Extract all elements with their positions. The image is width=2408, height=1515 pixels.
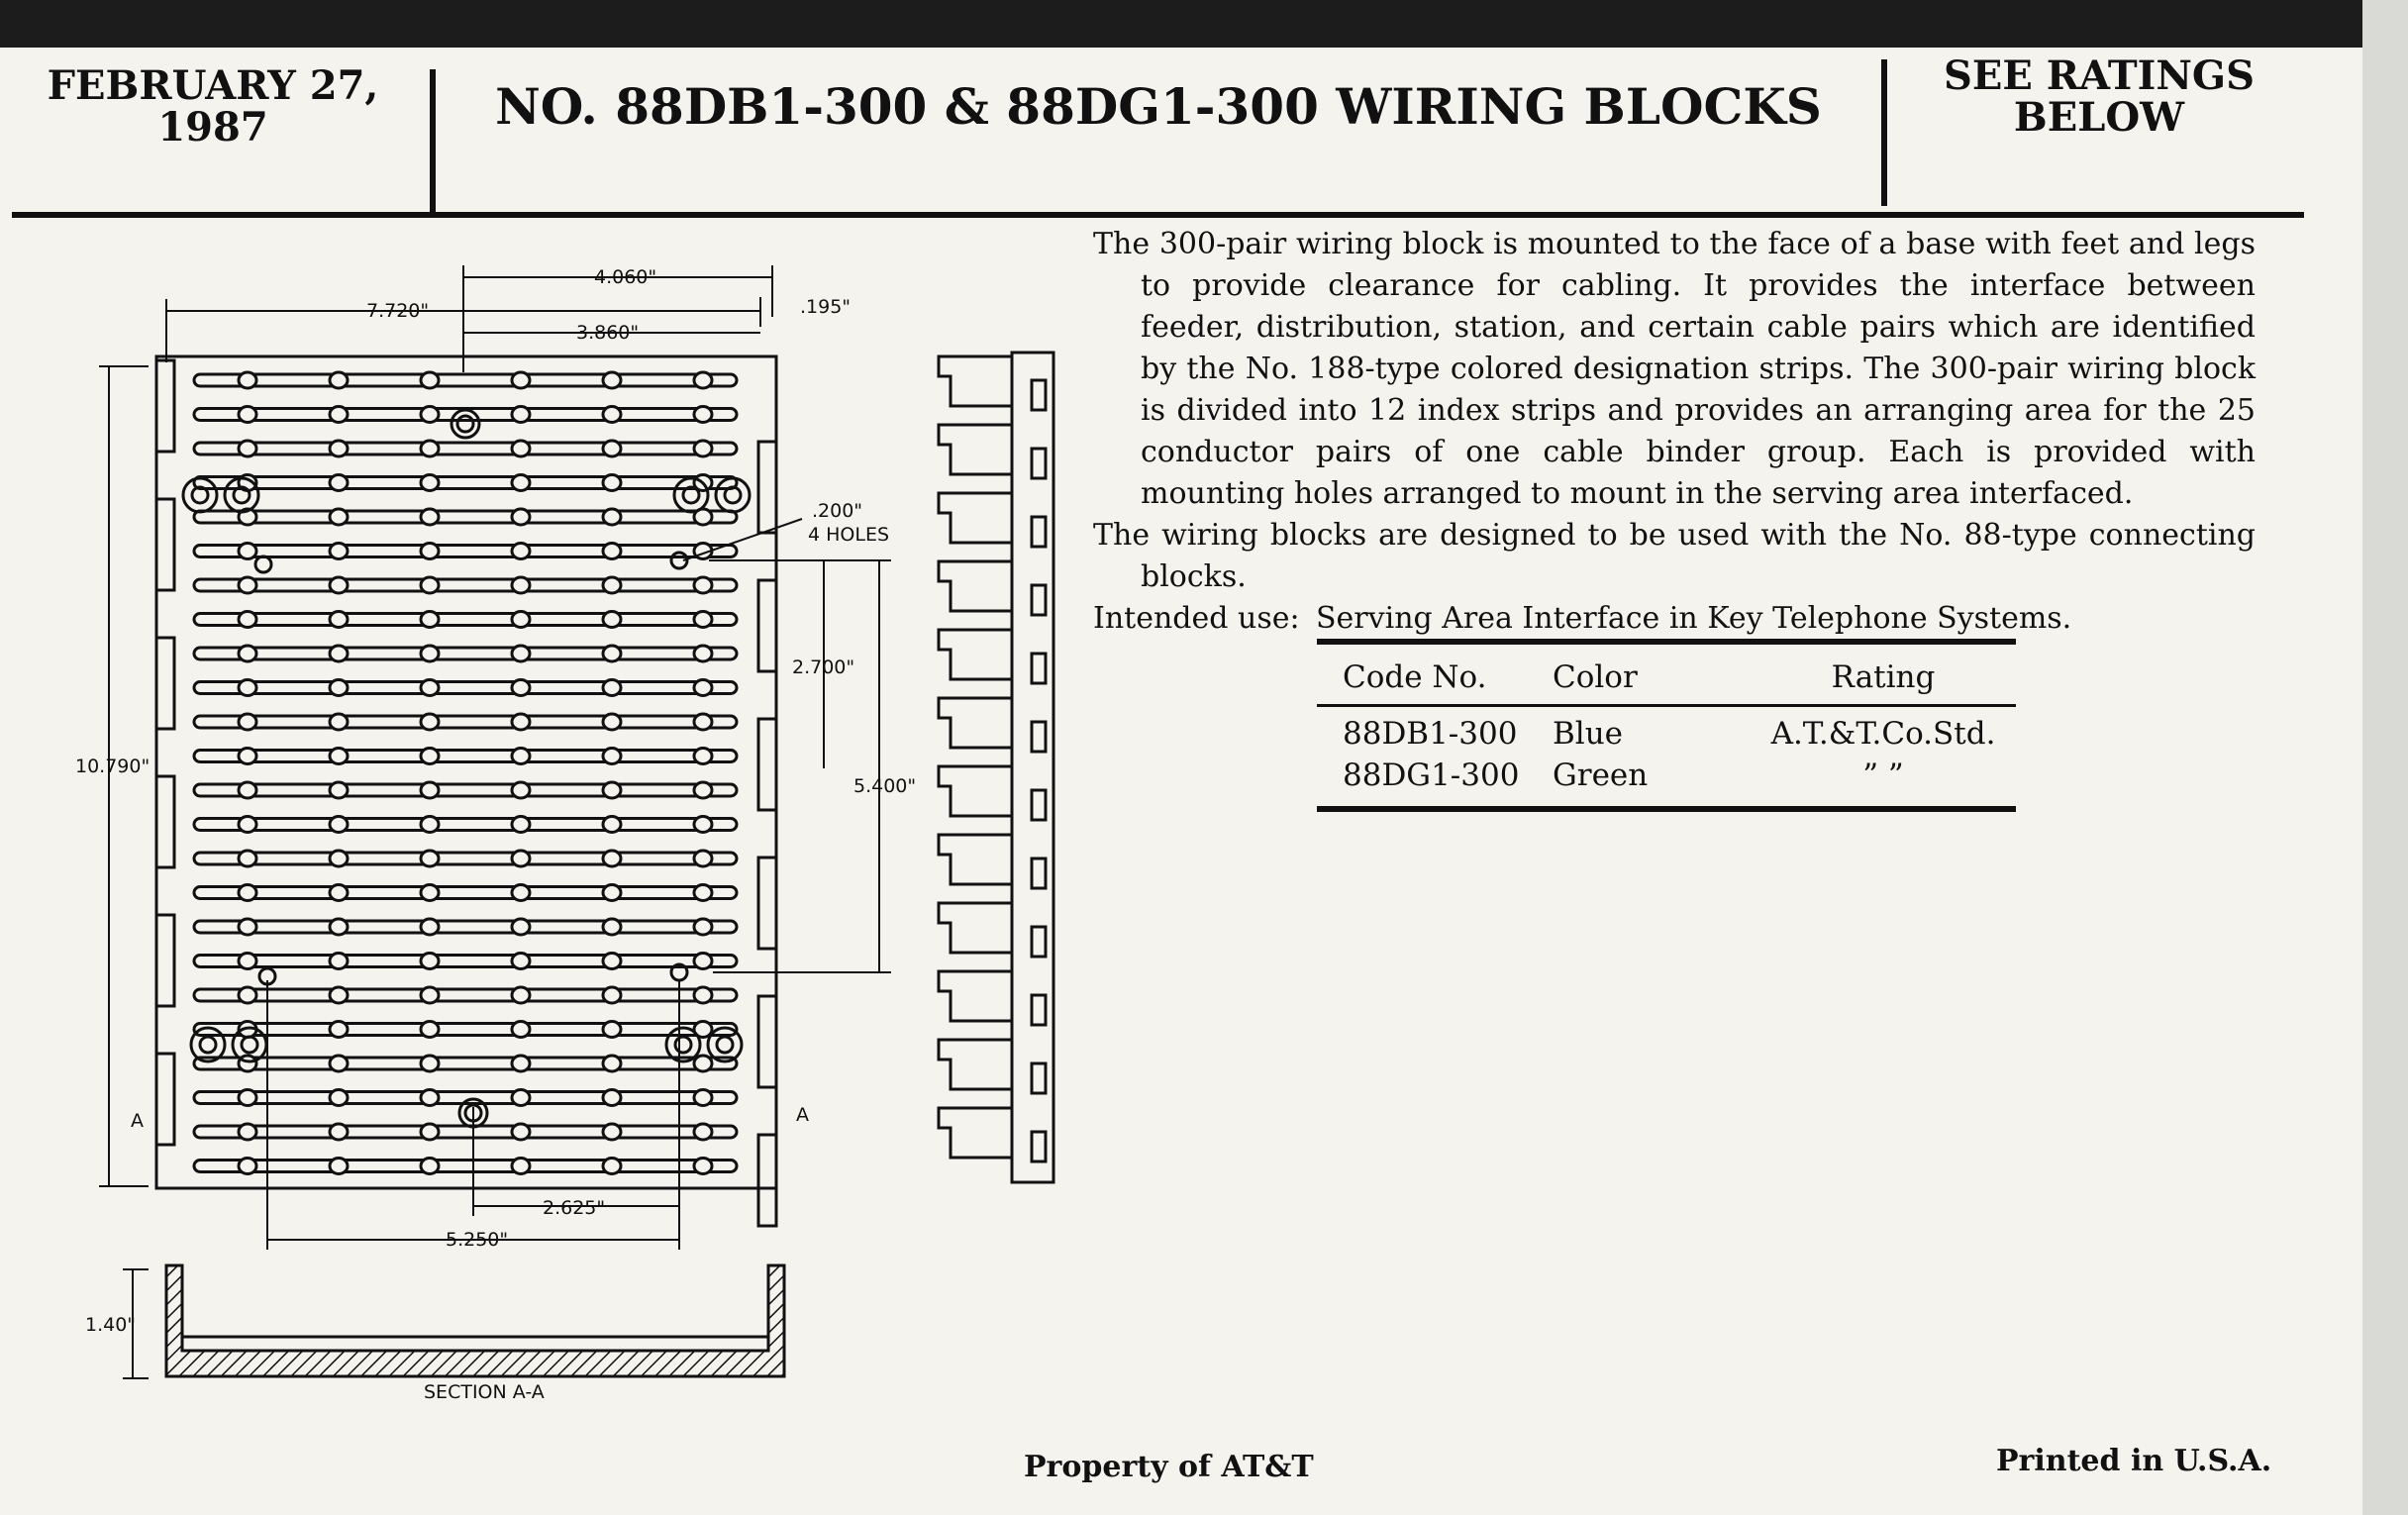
side-tooth	[939, 766, 1012, 816]
terminal-post	[694, 441, 712, 456]
terminal-post	[421, 919, 439, 935]
center-hole-inner	[457, 416, 473, 432]
terminal-post	[330, 577, 348, 593]
terminal-post	[239, 851, 256, 866]
terminal-post	[512, 680, 530, 696]
conductor-rail	[194, 956, 737, 967]
terminal-post	[694, 1056, 712, 1071]
header-rating: Rating	[1831, 659, 1936, 695]
header-color: Color	[1553, 659, 1638, 695]
side-tooth	[939, 630, 1012, 679]
terminal-post	[512, 509, 530, 525]
table-bottom-rule	[1317, 806, 2016, 812]
conductor-rail	[194, 614, 737, 626]
row-rating: A.T.&T.Co.Std.	[1770, 716, 1996, 752]
terminal-post	[421, 987, 439, 1003]
terminal-post	[330, 714, 348, 730]
terminal-post	[512, 714, 530, 730]
terminal-post	[330, 1022, 348, 1038]
terminal-post	[421, 714, 439, 730]
ratings-table	[1317, 639, 2016, 812]
terminal-post	[694, 372, 712, 388]
terminal-post	[694, 885, 712, 901]
terminal-post	[694, 1159, 712, 1174]
side-notch	[1032, 790, 1046, 820]
terminal-post	[512, 1159, 530, 1174]
side-tooth	[939, 561, 1012, 611]
terminal-post	[694, 407, 712, 423]
intended-use	[1093, 598, 2256, 640]
terminal-post	[421, 1159, 439, 1174]
conductor-rail	[194, 853, 737, 864]
terminal-post	[421, 475, 439, 491]
terminal-post	[239, 885, 256, 901]
terminal-post	[512, 1056, 530, 1071]
terminal-post	[603, 1022, 621, 1038]
side-notch	[1032, 517, 1046, 547]
terminal-post	[239, 749, 256, 764]
side-notch	[1032, 449, 1046, 478]
table-row	[1317, 755, 2016, 796]
mounting-hole-inner	[675, 1037, 691, 1053]
dim-3860: 3.860"	[576, 322, 640, 344]
side-tooth	[939, 903, 1012, 953]
terminal-post	[330, 612, 348, 628]
row-code: 88DB1-300	[1343, 716, 1518, 752]
terminal-post	[603, 782, 621, 798]
conductor-rail	[194, 477, 737, 489]
dim-4060: 4.060"	[594, 266, 657, 288]
terminal-post	[330, 817, 348, 833]
terminal-post	[603, 407, 621, 423]
terminal-post	[603, 680, 621, 696]
dim-7720: 7.720"	[366, 300, 430, 322]
terminal-post	[421, 509, 439, 525]
terminal-post	[421, 577, 439, 593]
terminal-post	[603, 1090, 621, 1106]
terminal-post	[239, 544, 256, 559]
terminal-post	[512, 407, 530, 423]
terminal-post	[330, 544, 348, 559]
terminal-post	[330, 407, 348, 423]
side-tab	[758, 858, 776, 949]
side-tab	[156, 638, 174, 729]
terminal-post	[421, 1090, 439, 1106]
side-view	[939, 353, 1054, 1182]
terminal-post	[421, 885, 439, 901]
side-tab	[156, 776, 174, 867]
side-tab	[156, 499, 174, 590]
terminal-post	[239, 1124, 256, 1140]
terminal-post	[512, 954, 530, 969]
terminal-post	[239, 1159, 256, 1174]
small-hole	[255, 556, 271, 572]
conductor-rail	[194, 682, 737, 694]
terminal-post	[421, 544, 439, 559]
terminal-post	[239, 954, 256, 969]
terminal-post	[512, 817, 530, 833]
side-tooth	[939, 1108, 1012, 1158]
side-notch	[1032, 722, 1046, 752]
terminal-post	[603, 612, 621, 628]
terminal-post	[512, 612, 530, 628]
dim-5250: 5.250"	[446, 1229, 509, 1251]
terminal-post	[239, 612, 256, 628]
section-marker-left: A	[131, 1110, 144, 1132]
conductor-rail	[194, 374, 737, 386]
terminal-post	[330, 919, 348, 935]
conductor-rail	[194, 511, 737, 523]
mounting-hole	[716, 478, 750, 512]
terminal-post	[512, 646, 530, 661]
side-notch	[1032, 585, 1046, 615]
terminal-post	[421, 372, 439, 388]
terminal-post	[603, 987, 621, 1003]
conductor-rail	[194, 546, 737, 557]
terminal-post	[603, 475, 621, 491]
terminal-post	[330, 954, 348, 969]
terminal-post	[239, 1090, 256, 1106]
terminal-post	[239, 714, 256, 730]
side-tooth	[939, 698, 1012, 748]
terminal-post	[694, 919, 712, 935]
terminal-post	[239, 372, 256, 388]
description-paragraph-1: The 300-pair wiring block is mounted to the face of a base with feet and legs to provide clearance for cabling. It provides the interface between feeder, distribution, station, and certain cable pairs which are identified by the No. 188-type colored designation strips. The 300-pair wiring block is divided into 12 index strips and provides an arranging area for the 25 conductor pairs of one cable binder group. Each is provided with mounting holes arranged to mount in the serving area interfaced.	[1093, 227, 2256, 511]
conductor-rail	[194, 1126, 737, 1138]
terminal-post	[694, 680, 712, 696]
side-notch	[1032, 654, 1046, 683]
dim-2625: 2.625"	[543, 1197, 606, 1219]
conductor-rail	[194, 716, 737, 728]
conductor-rail	[194, 579, 737, 591]
conductor-rail	[194, 1161, 737, 1172]
footer-property: Property of AT&T	[1024, 1450, 1314, 1484]
terminal-post	[239, 817, 256, 833]
terminal-post	[239, 987, 256, 1003]
side-notch	[1032, 995, 1046, 1025]
side-tooth	[939, 425, 1012, 474]
terminal-post	[512, 372, 530, 388]
section-marker-right: A	[796, 1104, 809, 1126]
terminal-post	[512, 919, 530, 935]
terminal-post	[603, 714, 621, 730]
terminal-post	[239, 646, 256, 661]
table-header-rule	[1317, 704, 2016, 707]
terminal-post	[603, 1124, 621, 1140]
terminal-post	[603, 954, 621, 969]
terminal-post	[603, 885, 621, 901]
terminal-post	[512, 987, 530, 1003]
conductor-rail	[194, 751, 737, 762]
terminal-post	[421, 782, 439, 798]
terminal-post	[512, 1022, 530, 1038]
terminal-post	[330, 372, 348, 388]
terminal-post	[603, 1056, 621, 1071]
scanner-edge	[2362, 0, 2408, 1515]
side-tab	[156, 1054, 174, 1145]
side-tab	[758, 442, 776, 533]
side-notch	[1032, 858, 1046, 888]
side-tab	[758, 996, 776, 1087]
conductor-rail	[194, 1058, 737, 1069]
header-title: NO. 88DB1-300 & 88DG1-300 WIRING BLOCKS	[495, 77, 1822, 136]
mounting-hole-inner	[242, 1037, 257, 1053]
side-tooth	[939, 835, 1012, 884]
terminal-post	[603, 372, 621, 388]
dim-5400: 5.400"	[853, 775, 917, 797]
terminal-post	[330, 1056, 348, 1071]
intended-use-label: Intended use:	[1093, 601, 1300, 636]
footer-printed: Printed in U.S.A.	[1996, 1444, 2272, 1478]
intended-use-value: Serving Area Interface in Key Telephone Systems.	[1316, 601, 2072, 636]
terminal-post	[603, 919, 621, 935]
terminal-post	[603, 1159, 621, 1174]
terminal-post	[421, 612, 439, 628]
conductor-rail	[194, 784, 737, 796]
terminal-post	[603, 749, 621, 764]
row-color: Green	[1553, 758, 1649, 793]
terminal-post	[330, 1159, 348, 1174]
terminal-post	[330, 441, 348, 456]
row-code: 88DG1-300	[1343, 758, 1520, 793]
terminal-post	[603, 441, 621, 456]
table-row	[1317, 713, 2016, 755]
conductor-rail	[194, 887, 737, 899]
terminal-post	[603, 509, 621, 525]
terminal-post	[330, 509, 348, 525]
center-hole	[452, 410, 479, 438]
terminal-post	[239, 407, 256, 423]
side-tab	[156, 915, 174, 1006]
terminal-post	[421, 954, 439, 969]
terminal-post	[694, 1090, 712, 1106]
dim-holes: 4 HOLES	[808, 524, 890, 546]
terminal-post	[694, 646, 712, 661]
terminal-post	[330, 1124, 348, 1140]
terminal-post	[512, 1124, 530, 1140]
header-code-no: Code No.	[1343, 659, 1487, 695]
mounting-hole	[674, 478, 708, 512]
dim-140: 1.40"	[85, 1314, 137, 1336]
side-notch	[1032, 927, 1046, 957]
section-label: SECTION A-A	[424, 1381, 545, 1403]
dimension-lines	[99, 265, 891, 1378]
terminal-post	[694, 612, 712, 628]
conductor-rail	[194, 989, 737, 1001]
side-tab	[758, 1135, 776, 1226]
row-rating: ” ”	[1862, 758, 1904, 793]
section-view	[166, 1265, 784, 1376]
dim-10790: 10.790"	[75, 756, 150, 777]
terminal-post	[330, 885, 348, 901]
terminal-post	[421, 1056, 439, 1071]
plan-view	[156, 356, 776, 1226]
terminal-post	[421, 851, 439, 866]
terminal-post	[694, 987, 712, 1003]
terminal-post	[421, 680, 439, 696]
terminal-post	[239, 919, 256, 935]
terminal-post	[421, 817, 439, 833]
terminal-post	[330, 1090, 348, 1106]
terminal-post	[603, 577, 621, 593]
terminal-post	[421, 407, 439, 423]
dim-200: .200"	[812, 500, 863, 522]
header-divider-right	[1881, 59, 1887, 206]
terminal-post	[330, 680, 348, 696]
description-paragraph-2: The wiring blocks are designed to be used with the No. 88-type connecting blocks.	[1093, 518, 2256, 594]
terminal-post	[694, 954, 712, 969]
terminal-post	[694, 817, 712, 833]
conductor-rail	[194, 1024, 737, 1036]
terminal-post	[512, 441, 530, 456]
terminal-post	[603, 544, 621, 559]
terminal-post	[330, 475, 348, 491]
header-date: FEBRUARY 27, 1987	[47, 62, 379, 151]
terminal-post	[694, 1124, 712, 1140]
terminal-post	[421, 1022, 439, 1038]
terminal-post	[603, 851, 621, 866]
terminal-post	[421, 749, 439, 764]
terminal-post	[603, 817, 621, 833]
terminal-post	[694, 714, 712, 730]
mounting-hole	[183, 478, 217, 512]
mounting-hole-inner	[200, 1037, 216, 1053]
terminal-post	[330, 987, 348, 1003]
side-notch	[1032, 380, 1046, 410]
terminal-post	[421, 646, 439, 661]
conductor-rail	[194, 443, 737, 454]
mounting-hole-inner	[717, 1037, 733, 1053]
terminal-post	[239, 577, 256, 593]
conductor-rail	[194, 819, 737, 831]
terminal-post	[694, 749, 712, 764]
terminal-post	[694, 577, 712, 593]
side-tab	[156, 360, 174, 452]
side-notch	[1032, 1063, 1046, 1093]
terminal-post	[694, 782, 712, 798]
side-notch	[1032, 1132, 1046, 1162]
table-header-row	[1317, 645, 2016, 700]
terminal-post	[239, 680, 256, 696]
wiring-block-drawing	[0, 0, 1109, 1426]
terminal-post	[512, 749, 530, 764]
terminal-post	[603, 646, 621, 661]
terminal-post	[421, 1124, 439, 1140]
terminal-post	[512, 544, 530, 559]
dim-2700: 2.700"	[792, 656, 855, 678]
side-tab	[758, 580, 776, 671]
terminal-post	[421, 441, 439, 456]
side-tab	[758, 719, 776, 810]
terminal-post	[512, 577, 530, 593]
header-ratings-note: SEE RATINGS BELOW	[1944, 52, 2255, 141]
side-tooth	[939, 1040, 1012, 1089]
row-color: Blue	[1553, 716, 1624, 752]
side-tooth	[939, 356, 1012, 406]
terminal-post	[512, 885, 530, 901]
terminal-post	[512, 1090, 530, 1106]
terminal-post	[239, 441, 256, 456]
description	[1093, 224, 2256, 640]
conductor-rail	[194, 921, 737, 933]
conductor-rail	[194, 648, 737, 659]
terminal-post	[330, 851, 348, 866]
terminal-post	[512, 475, 530, 491]
terminal-post	[330, 646, 348, 661]
dim-195: .195"	[800, 296, 852, 318]
terminal-post	[330, 749, 348, 764]
terminal-post	[330, 782, 348, 798]
side-tooth	[939, 971, 1012, 1021]
side-tooth	[939, 493, 1012, 543]
terminal-post	[512, 782, 530, 798]
terminal-post	[694, 851, 712, 866]
terminal-post	[512, 851, 530, 866]
terminal-post	[239, 782, 256, 798]
